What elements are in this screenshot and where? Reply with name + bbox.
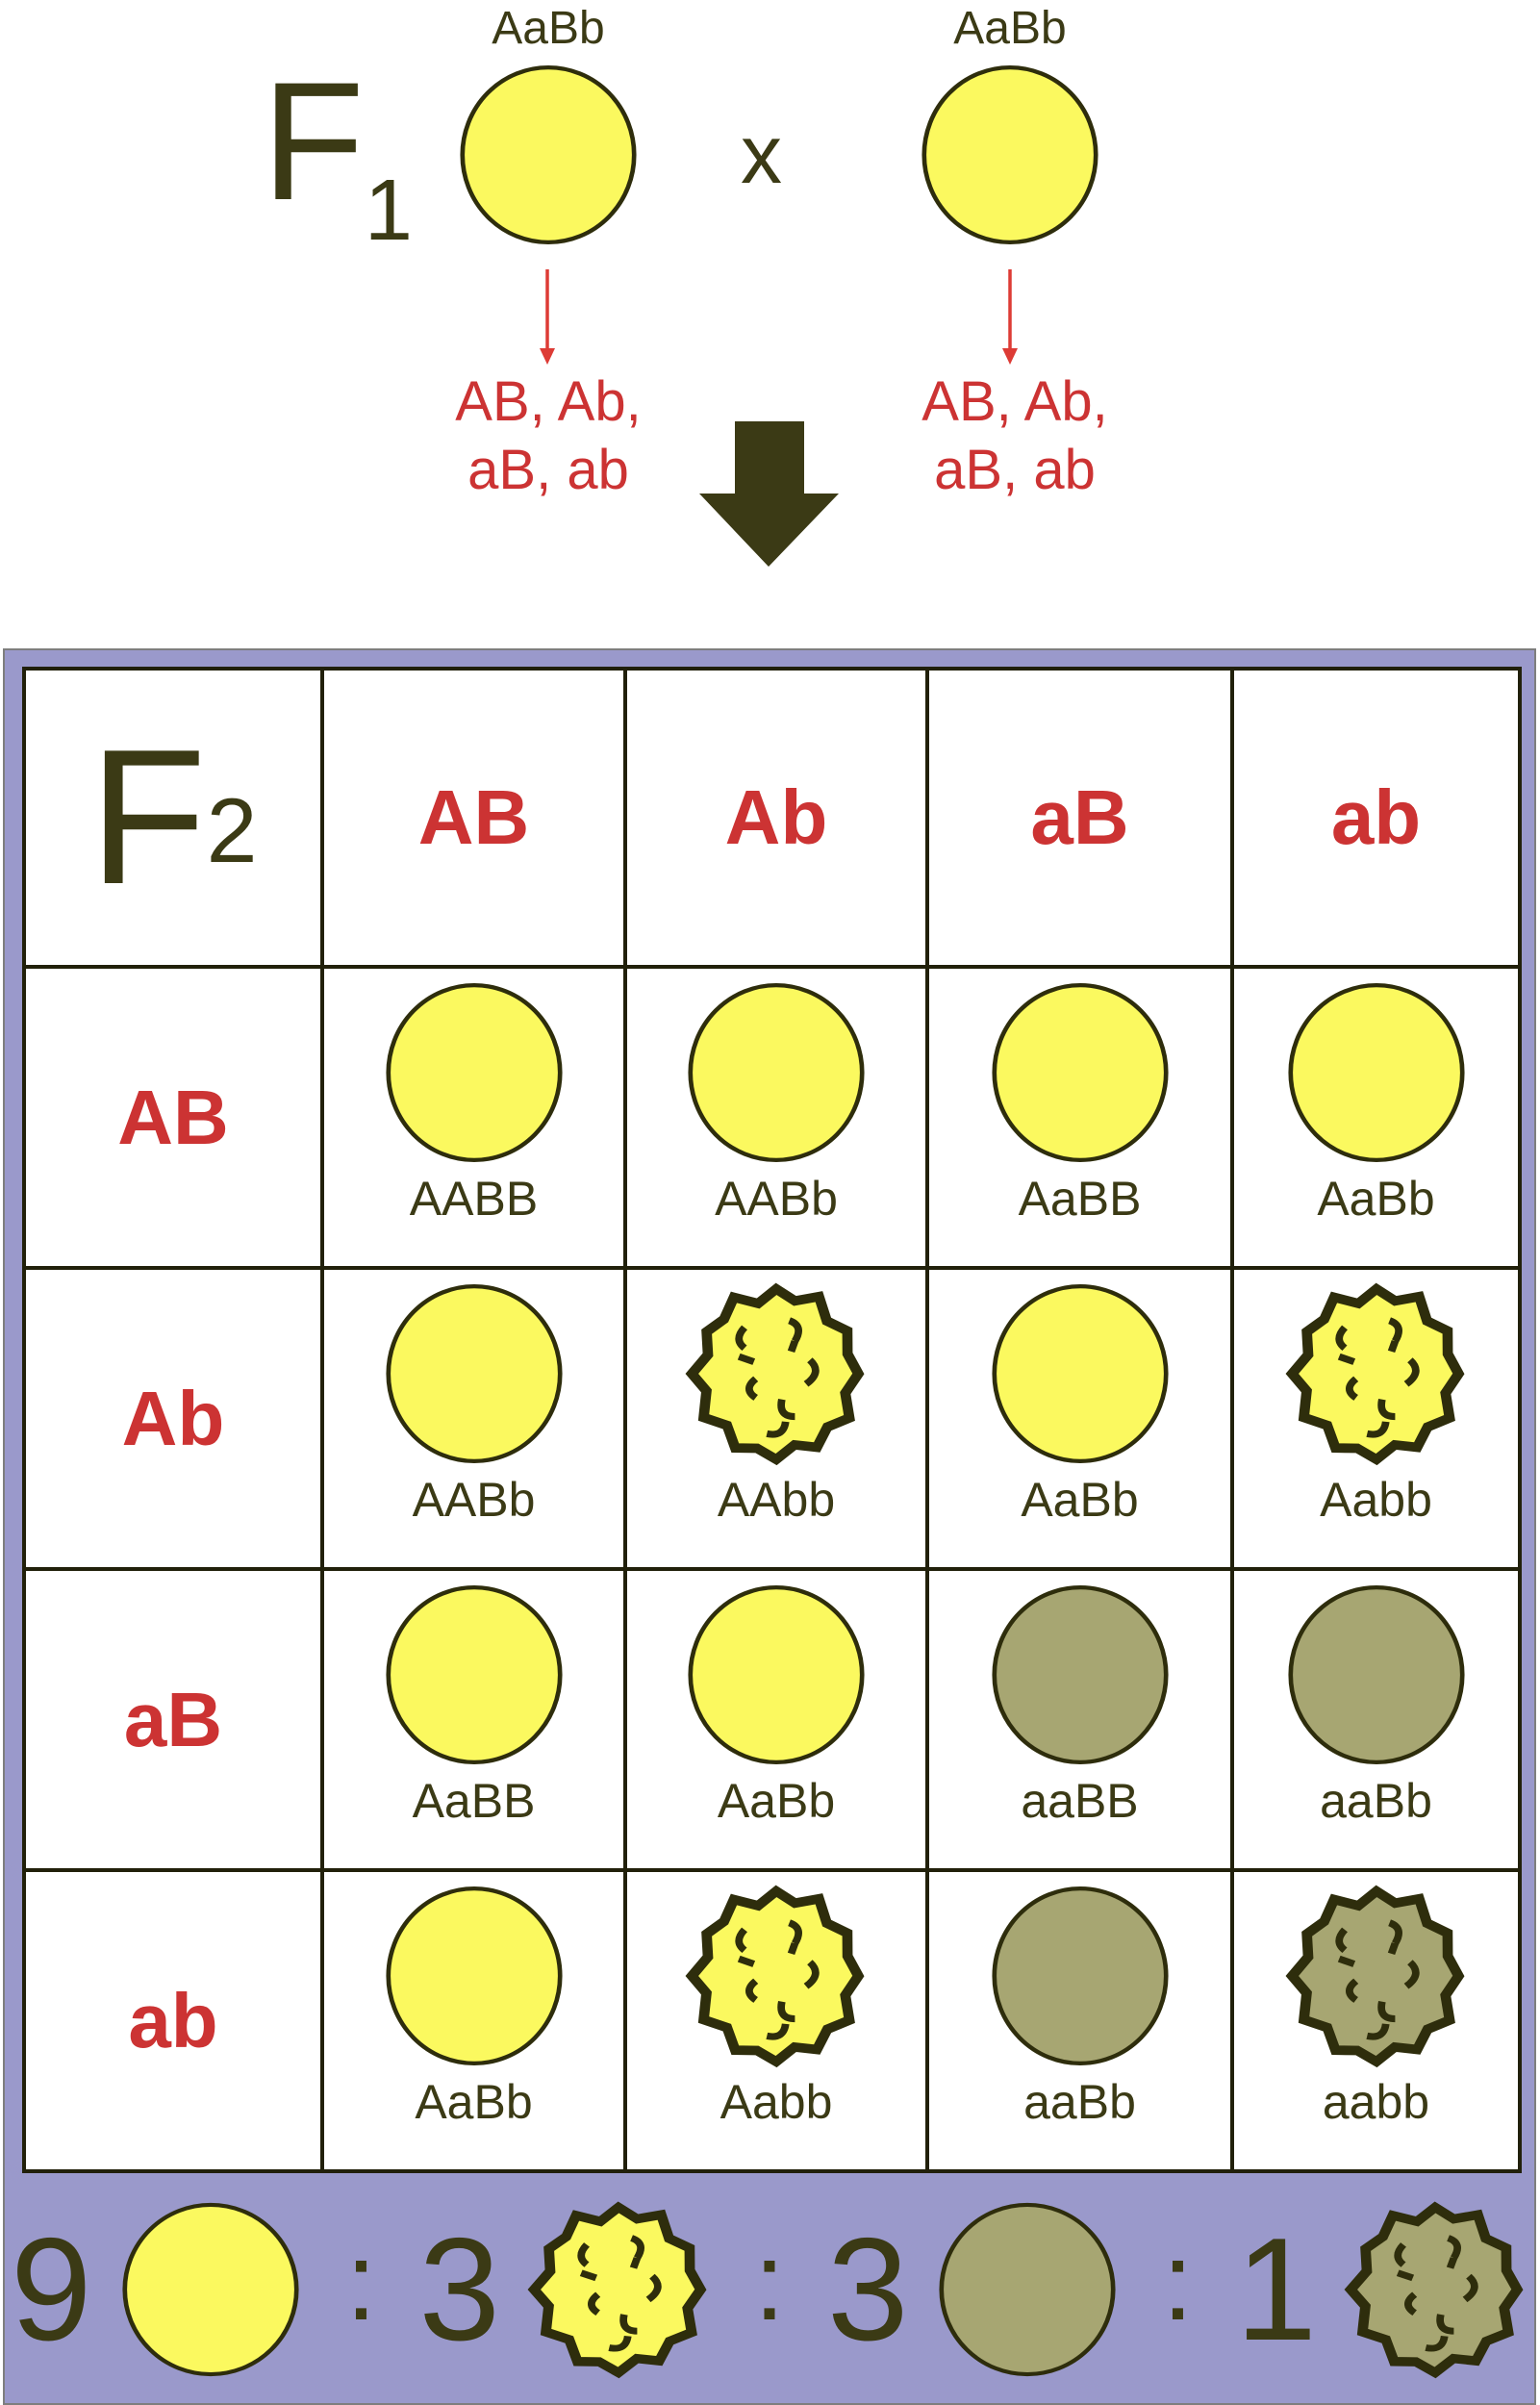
seed-graphic — [1283, 1279, 1470, 1468]
gamete-arrow-icon — [999, 269, 1021, 366]
f2-cell — [1234, 1571, 1518, 1868]
wrinkled-yellow-seed-icon — [683, 1882, 870, 2070]
cell-genotype: aaBB — [1021, 1774, 1139, 1828]
f2-cell — [324, 969, 623, 1266]
seed-graphic — [1342, 2198, 1528, 2381]
wrinkled-yellow-seed-icon — [683, 1279, 870, 1468]
cell-genotype: aaBb — [1023, 2075, 1136, 2129]
ratio-colon: : — [1162, 2219, 1194, 2343]
down-arrow-icon — [699, 421, 840, 568]
ratio-colon: : — [754, 2219, 785, 2343]
gametes-line: aB, ab — [467, 438, 629, 501]
seed-graphic — [381, 1279, 568, 1468]
f2-results-panel — [3, 648, 1536, 2405]
smooth-yellow-seed-icon — [117, 2198, 304, 2381]
ratio-term — [11, 2198, 304, 2381]
f1-parent-1 — [442, 4, 654, 249]
seed-graphic — [525, 2198, 712, 2381]
gametes-line: AB, Ab, — [921, 370, 1108, 433]
cell-genotype: AaBB — [412, 1774, 536, 1828]
f2-cell — [1234, 1872, 1518, 2169]
ratio-count: 9 — [10, 2208, 92, 2371]
seed-graphic — [1283, 1882, 1470, 2070]
smooth-green-seed-icon — [934, 2198, 1121, 2381]
row-header-Ab: Ab — [26, 1270, 320, 1567]
parent-1-genotype: AaBb — [492, 3, 605, 54]
smooth-yellow-seed-icon — [381, 1882, 568, 2070]
f1-cross-section — [0, 0, 1540, 648]
f2-cell — [929, 1270, 1230, 1567]
cell-genotype: aaBb — [1320, 1774, 1432, 1828]
gametes-line: AB, Ab, — [455, 370, 642, 433]
f2-cell — [324, 1872, 623, 2169]
smooth-yellow-seed-icon — [987, 978, 1174, 1167]
seed-graphic — [683, 1279, 870, 1468]
f2-cell — [324, 1270, 623, 1567]
cell-genotype: aabb — [1322, 2075, 1430, 2129]
phenotype-ratio-band — [5, 2178, 1534, 2401]
smooth-green-seed-icon — [987, 1882, 1174, 2070]
f2-generation-label — [26, 671, 320, 965]
row-header-aB: aB — [26, 1571, 320, 1868]
ratio-term — [1235, 2198, 1528, 2381]
f2-cell — [627, 969, 925, 1266]
f1-letter: F — [262, 48, 365, 236]
f1-generation-label — [262, 48, 413, 259]
smooth-green-seed-icon — [1283, 1581, 1470, 1769]
parent-2-gametes — [871, 368, 1159, 505]
f1-subscript: 1 — [364, 163, 413, 259]
parent-1-gametes — [404, 368, 693, 505]
smooth-yellow-seed-icon — [1283, 978, 1470, 1167]
cell-genotype: AABb — [412, 1473, 536, 1527]
cell-genotype: AABB — [409, 1172, 539, 1226]
parent-2-seed — [917, 61, 1103, 249]
cell-genotype: AaBb — [415, 2075, 533, 2129]
wrinkled-green-seed-icon — [1342, 2198, 1528, 2381]
f2-cell — [929, 969, 1230, 1266]
f2-letter: F — [88, 710, 207, 924]
f2-cell — [627, 1872, 925, 2169]
f2-cell — [627, 1571, 925, 1868]
seed-graphic — [117, 2198, 304, 2381]
cell-genotype: AABb — [715, 1172, 838, 1226]
seed-graphic — [1283, 978, 1470, 1167]
seed-graphic — [683, 978, 870, 1167]
f1-parent-2 — [904, 4, 1116, 249]
seed-graphic — [381, 978, 568, 1167]
ratio-term — [827, 2198, 1121, 2381]
f2-cell — [627, 1270, 925, 1567]
wrinkled-green-seed-icon — [1283, 1882, 1470, 2070]
wrinkled-yellow-seed-icon — [525, 2198, 712, 2381]
cross-symbol: x — [741, 109, 782, 201]
smooth-green-seed-icon — [987, 1581, 1174, 1769]
cell-genotype: Aabb — [1320, 1473, 1432, 1527]
f2-cell — [324, 1571, 623, 1868]
smooth-yellow-seed-icon — [683, 978, 870, 1167]
smooth-yellow-seed-icon — [381, 978, 568, 1167]
f2-cell — [929, 1872, 1230, 2169]
seed-graphic — [987, 1882, 1174, 2070]
wrinkled-yellow-seed-icon — [1283, 1279, 1470, 1468]
f2-cell — [1234, 969, 1518, 1266]
parent-1-seed — [455, 61, 642, 249]
row-header-AB: AB — [26, 969, 320, 1266]
f2-cell — [1234, 1270, 1518, 1567]
seed-graphic — [987, 1279, 1174, 1468]
seed-graphic — [381, 1882, 568, 2070]
seed-graphic — [683, 1882, 870, 2070]
ratio-count: 3 — [418, 2208, 501, 2371]
ratio-count: 1 — [1235, 2208, 1318, 2371]
ratio-count: 3 — [826, 2208, 909, 2371]
seed-graphic — [381, 1581, 568, 1769]
cell-genotype: AaBb — [1021, 1473, 1139, 1527]
cell-genotype: Aabb — [720, 2075, 833, 2129]
cell-genotype: AaBB — [1018, 1172, 1142, 1226]
col-header-AB: AB — [324, 671, 623, 965]
col-header-aB: aB — [929, 671, 1230, 965]
gametes-line: aB, ab — [934, 438, 1096, 501]
seed-graphic — [934, 2198, 1121, 2381]
cell-genotype: AAbb — [717, 1473, 836, 1527]
seed-graphic — [1283, 1581, 1470, 1769]
smooth-yellow-seed-icon — [917, 61, 1103, 249]
smooth-yellow-seed-icon — [455, 61, 642, 249]
smooth-yellow-seed-icon — [987, 1279, 1174, 1468]
f2-cell — [929, 1571, 1230, 1868]
ratio-colon: : — [345, 2219, 377, 2343]
punnett-square-table — [22, 667, 1522, 2173]
seed-graphic — [683, 1581, 870, 1769]
row-header-ab: ab — [26, 1872, 320, 2169]
ratio-term — [418, 2198, 712, 2381]
col-header-Ab: Ab — [627, 671, 925, 965]
smooth-yellow-seed-icon — [683, 1581, 870, 1769]
smooth-yellow-seed-icon — [381, 1581, 568, 1769]
parent-2-genotype: AaBb — [953, 3, 1067, 54]
cell-genotype: AaBb — [1317, 1172, 1435, 1226]
smooth-yellow-seed-icon — [381, 1279, 568, 1468]
seed-graphic — [987, 978, 1174, 1167]
f2-subscript: 2 — [206, 779, 258, 882]
seed-graphic — [987, 1581, 1174, 1769]
cell-genotype: AaBb — [717, 1774, 836, 1828]
gamete-arrow-icon — [537, 269, 558, 366]
col-header-ab: ab — [1234, 671, 1518, 965]
